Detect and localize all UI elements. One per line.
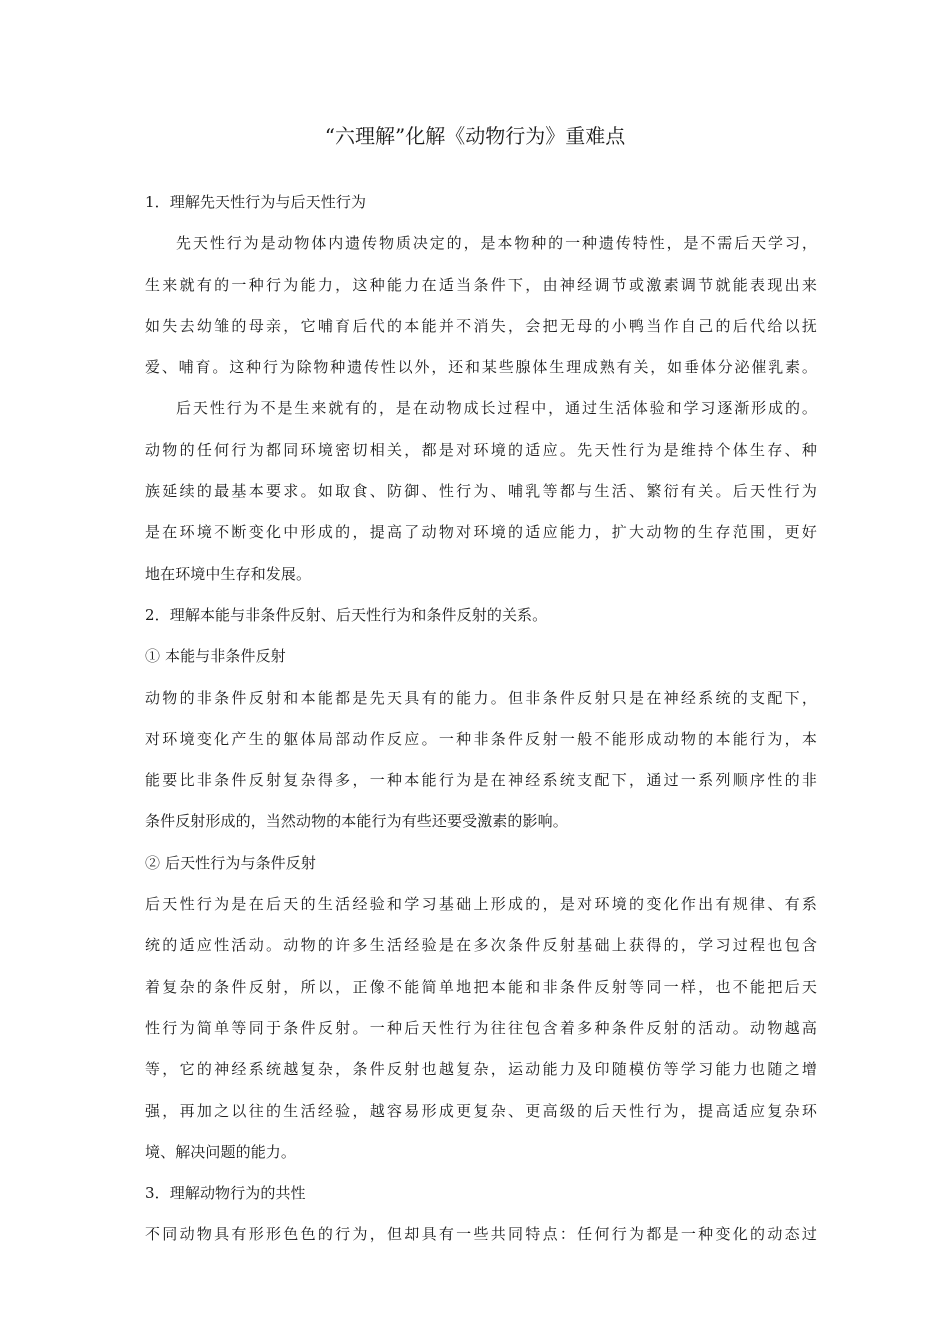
text-line: 统的适应性活动。动物的许多生活经验是在多次条件反射基础上获得的，学习过程也包含 — [145, 936, 817, 955]
document-title: “六理解”化解《动物行为》重难点 — [324, 124, 626, 148]
text-line: 如失去幼雏的母亲，它哺育后代的本能并不消失，会把无母的小鸭当作自己的后代给以抚 — [145, 316, 817, 335]
text-line: 境、解决问题的能力。 — [145, 1142, 297, 1161]
document-body — [145, 188, 817, 1262]
text-line: 着复杂的条件反射，所以，正像不能简单地把本能和非条件反射等同一样，也不能把后天 — [145, 977, 817, 996]
text-line: 能要比非条件反射复杂得多，一种本能行为是在神经系统支配下，通过一系列顺序性的非 — [145, 771, 817, 790]
text-line: 动物的任何行为都同环境密切相关，都是对环境的适应。先天性行为是维持个体生存、种 — [145, 440, 817, 459]
text-line: 地在环境中生存和发展。 — [145, 564, 312, 583]
text-line: 对环境变化产生的躯体局部动作反应。一种非条件反射一般不能形成动物的本能行为，本 — [145, 729, 817, 748]
text-line: 强，再加之以往的生活经验，越容易形成更复杂、更高级的后天性行为，提高适应复杂环 — [145, 1101, 817, 1120]
text-line: 后天性行为是在后天的生活经验和学习基础上形成的，是对环境的变化作出有规律、有系 — [145, 895, 817, 914]
text-line: 性行为简单等同于条件反射。一种后天性行为往往包含着多种条件反射的活动。动物越高 — [145, 1018, 817, 1037]
text-line: 3．理解动物行为的共性 — [145, 1184, 306, 1203]
text-line: 先天性行为是动物体内遗传物质决定的，是本物种的一种遗传特性，是不需后天学习， — [176, 234, 817, 253]
text-line: 是在环境不断变化中形成的，提高了动物对环境的适应能力，扩大动物的生存范围，更好 — [145, 523, 817, 542]
text-line: 2．理解本能与非条件反射、后天性行为和条件反射的关系。 — [145, 605, 548, 624]
text-line: 等，它的神经系统越复杂，条件反射也越复杂，运动能力及印随模仿等学习能力也随之增 — [145, 1060, 817, 1079]
text-line: 生来就有的一种行为能力，这种能力在适当条件下，由神经调节或激素调节就能表现出来 — [145, 275, 817, 294]
text-line: 族延续的最基本要求。如取食、防御、性行为、哺乳等都与生活、繁衍有关。后天性行为 — [145, 482, 817, 501]
text-line: ② 后天性行为与条件反射 — [145, 853, 316, 872]
text-line: 后天性行为不是生来就有的，是在动物成长过程中，通过生活体验和学习逐渐形成的。 — [176, 399, 817, 418]
text-line: 动物的非条件反射和本能都是先天具有的能力。但非条件反射只是在神经系统的支配下， — [145, 688, 817, 707]
text-line: 不同动物具有形形色色的行为，但却具有一些共同特点：任何行为都是一种变化的动态过 — [145, 1225, 817, 1244]
text-line: 爱、哺育。这种行为除物种遗传性以外，还和某些腺体生理成熟有关，如垂体分泌催乳素。 — [145, 358, 817, 377]
text-line: ① 本能与非条件反射 — [145, 647, 286, 666]
text-line: 条件反射形成的，当然动物的本能行为有些还要受激素的影响。 — [145, 812, 568, 831]
text-line: 1．理解先天性行为与后天性行为 — [145, 193, 367, 211]
